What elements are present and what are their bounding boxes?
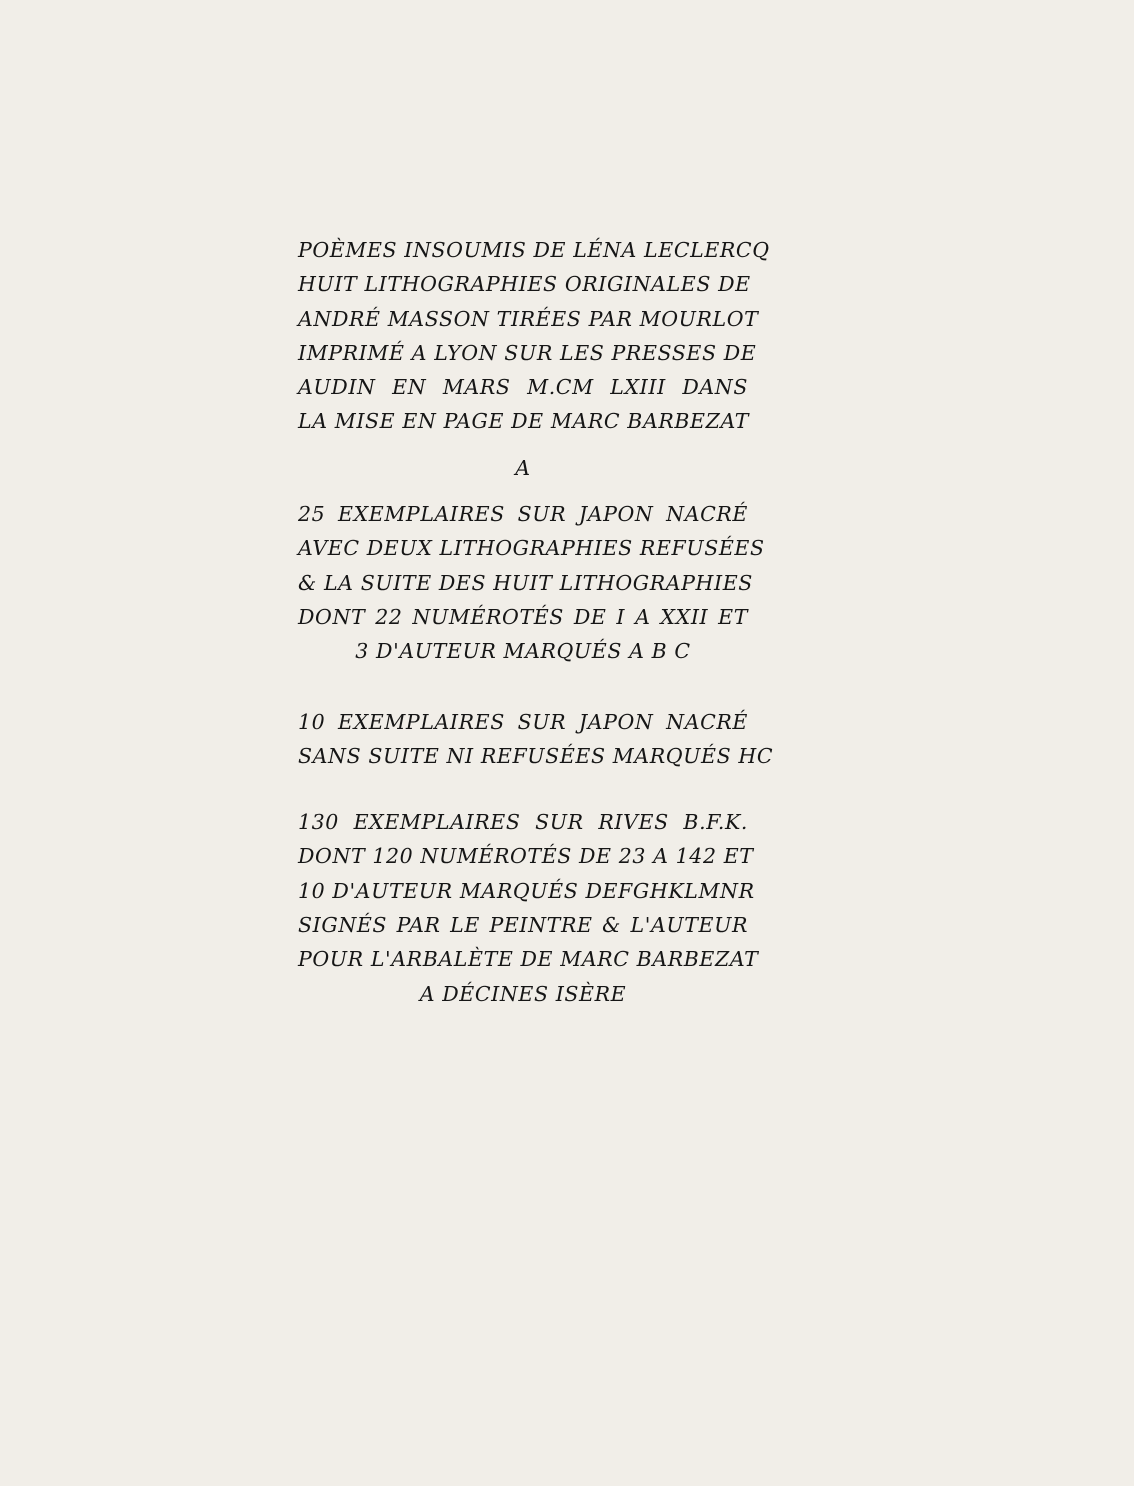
edition-line: & LA SUITE DES HUIT LITHOGRAPHIES xyxy=(298,570,753,595)
edition-line: SANS SUITE NI REFUSÉES MARQUÉS HC xyxy=(298,743,774,768)
colophon-intro-line: ANDRÉ MASSON TIRÉES PAR MOURLOT xyxy=(298,306,759,331)
colophon-separator: A xyxy=(515,455,531,480)
edition-line: 10 EXEMPLAIRES SUR JAPON NACRÉ xyxy=(298,709,748,734)
edition-line: 3 D'AUTEUR MARQUÉS A B C xyxy=(355,639,691,664)
edition-line: DONT 22 NUMÉROTÉS DE I A XXII ET xyxy=(298,604,748,629)
colophon-text xyxy=(298,233,774,1011)
colophon-intro-line: POÈMES INSOUMIS DE LÉNA LECLERCQ xyxy=(298,238,770,262)
colophon-intro-line: HUIT LITHOGRAPHIES ORIGINALES DE xyxy=(298,272,751,297)
edition-rives-block xyxy=(298,805,759,1011)
edition-line: AVEC DEUX LITHOGRAPHIES REFUSÉES xyxy=(298,536,765,561)
edition-line: SIGNÉS PAR LE PEINTRE & L'AUTEUR xyxy=(298,913,748,938)
colophon-intro-line: IMPRIMÉ A LYON SUR LES PRESSES DE xyxy=(298,340,757,365)
edition-line: A DÉCINES ISÈRE xyxy=(419,981,627,1006)
colophon-intro-line: LA MISE EN PAGE DE MARC BARBEZAT xyxy=(298,409,750,434)
colophon-intro-block xyxy=(298,233,770,439)
colophon-intro-line: AUDIN EN MARS M.CM LXIII DANS xyxy=(298,375,748,400)
edition-line: POUR L'ARBALÈTE DE MARC BARBEZAT xyxy=(298,947,759,972)
edition-line: 25 EXEMPLAIRES SUR JAPON NACRÉ xyxy=(298,502,748,527)
edition-japon-suite-block xyxy=(298,497,765,668)
edition-line: 10 D'AUTEUR MARQUÉS DEFGHKLMNR xyxy=(298,878,755,903)
edition-line: 130 EXEMPLAIRES SUR RIVES B.F.K. xyxy=(298,810,748,835)
edition-japon-hc-block xyxy=(298,705,774,774)
edition-line: DONT 120 NUMÉROTÉS DE 23 A 142 ET xyxy=(298,844,754,869)
